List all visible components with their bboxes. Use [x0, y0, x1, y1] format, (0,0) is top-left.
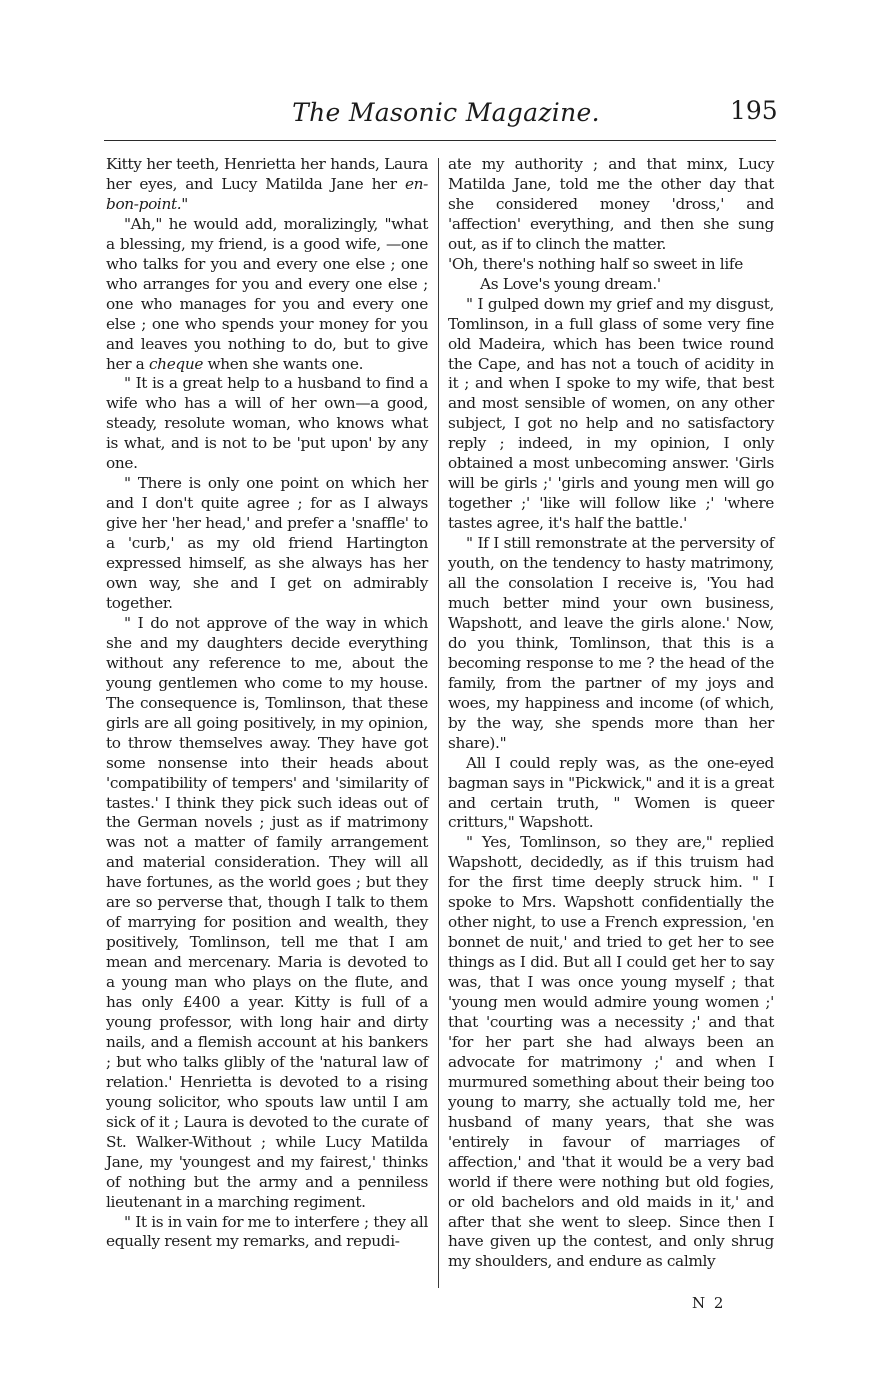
signature-mark: N 2	[692, 1294, 726, 1312]
paragraph: Kitty her teeth, Henrietta her hands, Laura her eyes, and Lucy Matilda Jane her en-bon-point."	[106, 155, 428, 213]
paragraph: " I gulped down my grief and my disgust, Tomlinson, in a full glass of some very fine old Madeira, which has been twice round the Cape, and has not a touch of acidity in it ; and when I spoke to my wife, that best and most sensible of women, on any other subject, I got no help and no satisfactory reply ; indeed, in my opinion, I only obtained a most unbecoming answer. 'Girls will be girls ;' 'girls and young men will go together ;' 'like will follow like ;' 'where tastes agree, it's half the battle.'	[448, 294, 774, 533]
paragraph: " Yes, Tomlinson, so they are," replied Wapshott, decidedly, as if this truism had for the first time deeply struck him. " I spoke to Mrs. Wapshott confidentially the other night, to use a French expression, 'en bonnet de nuit,' and tried to get her to see things as I did. But all I could get her to say was, that I was once young myself ; that 'young men would admire young women ;' that 'courting was a necessity ;' and that 'for her part she had always been an advocate for matrimony ;' and when I murmured something about their being too young to marry, she actually told me, her husband of many years, that she was 'entirely in favour of marriages of affection,' and 'that it would be a very bad world if there were nothing but old fogies, or old bachelors and old maids in it,' and after that she went to sleep. Since then I have given up the contest, and only shrug my shoulders, and endure as calmly	[448, 833, 774, 1271]
italic-phrase: en-bon-point.	[106, 174, 428, 213]
verse-line: As Love's young dream.'	[480, 274, 661, 293]
verse-line: 'Oh, there's nothing half so sweet in life	[448, 254, 743, 273]
paragraph: ate my authority ; and that minx, Lucy Matilda Jane, told me the other day that she considered money 'dross,' and 'affection' everything, and then she sung out, as if to clinch the matter.	[448, 155, 774, 253]
paragraph: "Ah," he would add, moralizingly, "what a blessing, my friend, is a good wife, —one who talks for you and every one else ; one who arranges for you and every one else ; one who manages for you and every one else ; one who spends your money for you and leaves you nothing to do, but to give her a cheque when she wants one.	[106, 214, 428, 373]
right-column	[448, 155, 774, 1272]
paragraph: " There is only one point on which her and I don't quite agree ; for as I always give her 'her head,' and prefer a 'snaffle' to a 'curb,' as my old friend Hartington expressed himself, as she always has her own way, she and I get on admirably together.	[106, 474, 428, 612]
paragraph: " It is a great help to a husband to find a wife who has a will of her own—a good, steady, resolute woman, who knows what is what, and is not to be 'put upon' by any one.	[106, 374, 428, 473]
left-column	[106, 155, 428, 1252]
running-title: The Masonic Magazine.	[292, 98, 600, 127]
paragraph: All I could reply was, as the one-eyed bagman says in "Pickwick," and it is a great and certain truth, " Women is queer critturs," Wapshott.	[448, 753, 774, 832]
paragraph: " If I still remonstrate at the perversity of youth, on the tendency to hasty matrimony, all the consolation I receive is, 'You had much better mind your own business, Wapshott, and leave the girls alone.' Now, do you think, Tomlinson, that this is a becoming response to me ? the head of the family, from the partner of my joys and woes, my happiness and income (of which, by the way, she spends more than her share)."	[448, 534, 774, 752]
paragraph: " I do not approve of the way in which she and my daughters decide everything without any reference to me, about the young gentlemen who come to my house. The consequence is, Tomlinson, that these girls are all going positively, in my opinion, to throw themselves away. They have got some nonsense into their heads about 'compatibility of tempers' and 'similarity of tastes.' I think they pick such ideas out of the German novels ; just as if matrimony was not a matter of family arrangement and material consideration. They will all have fortunes, as the world goes ; but they are so perverse that, though I talk to them of marrying for position and wealth, they positively, Tomlinson, tell me that I am mean and mercenary. Maria is devoted to a young man who plays on the flute, and has only £400 a year. Kitty is full of a young professor, with long hair and dirty nails, and a flemish account at his bankers ; but who talks glibly of the 'natural law of relation.' Henrietta is devoted to a rising young solicitor, who spouts law until I am sick of it ; Laura is devoted to the curate of St. Walker-Without ; while Lucy Matilda Jane, my 'youngest and my fairest,' thinks of nothing but the army and a penniless lieutenant in a marching regiment.	[106, 613, 428, 1211]
page-number: 195	[730, 96, 778, 125]
column-divider	[438, 158, 439, 1288]
paragraph: " It is in vain for me to interfere ; they all equally resent my remarks, and repudi-	[106, 1212, 428, 1251]
italic-word: cheque	[148, 354, 204, 373]
header-rule	[104, 140, 776, 141]
